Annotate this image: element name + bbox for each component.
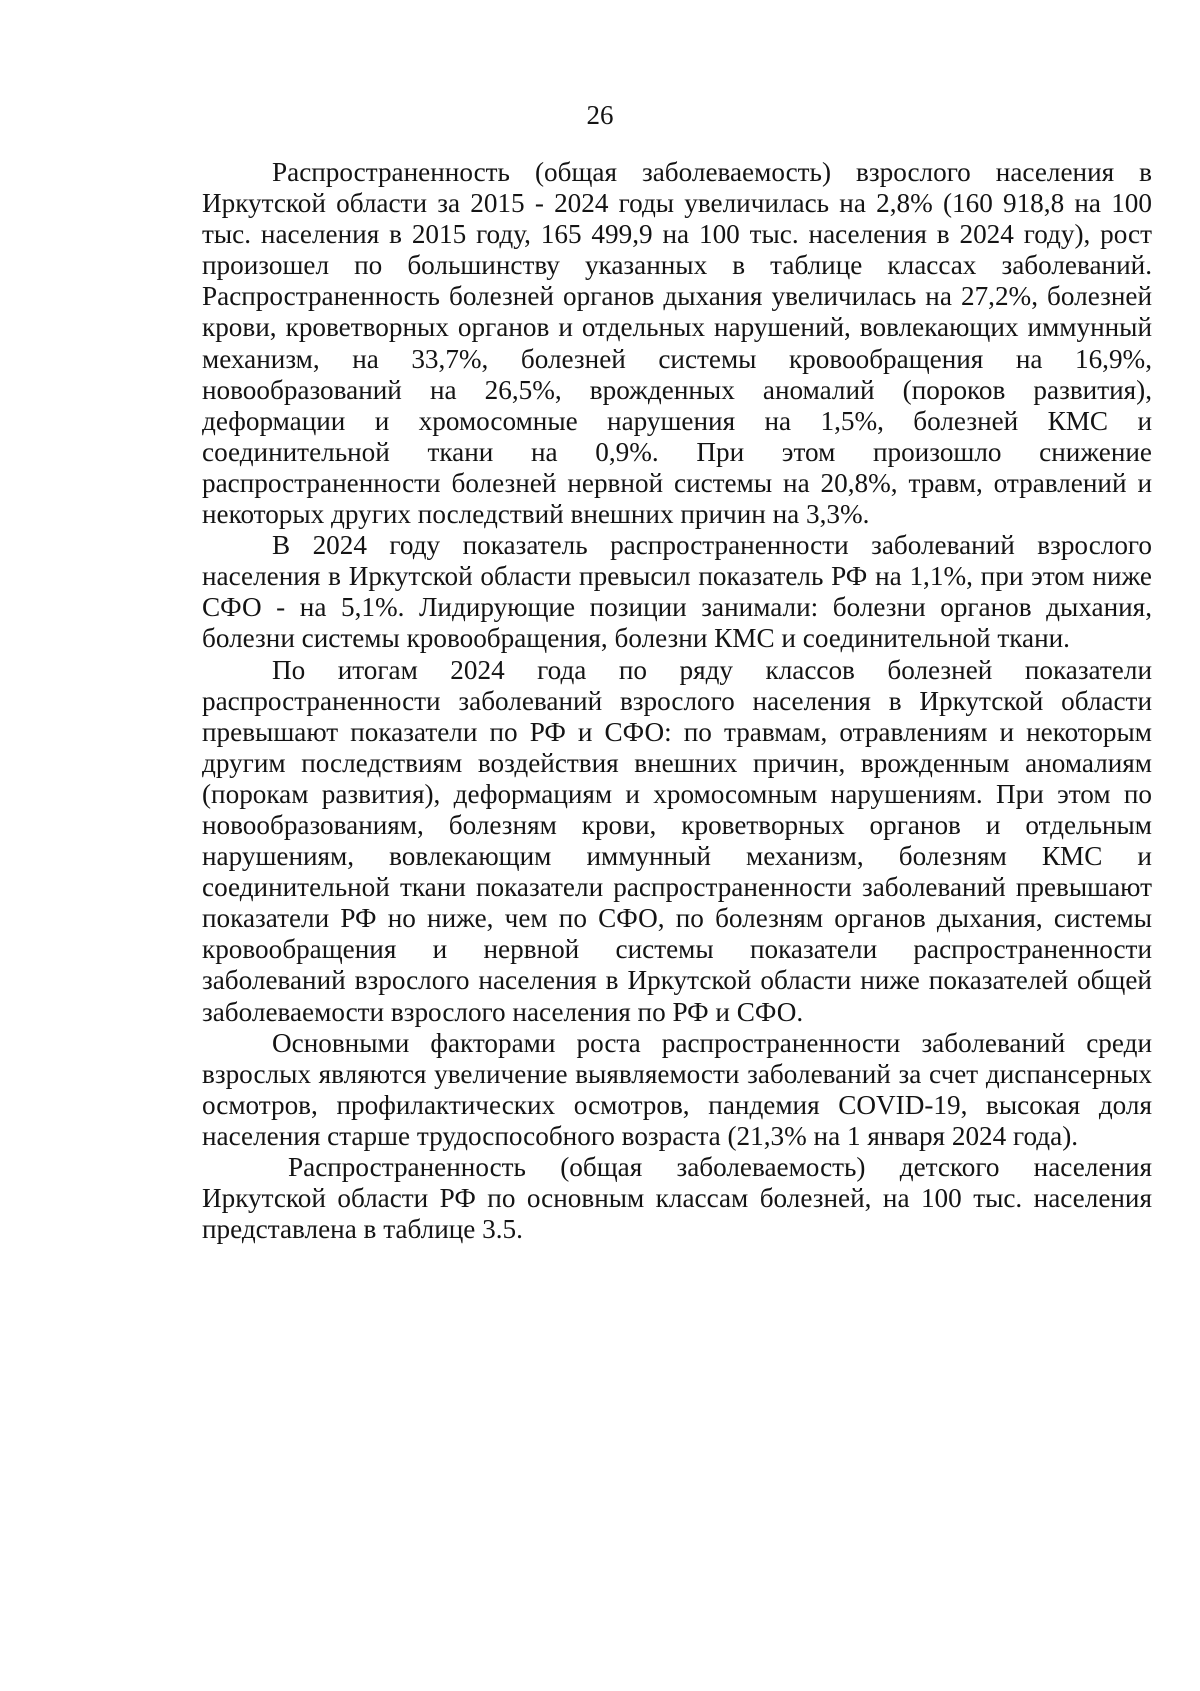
- paragraph-table-reference: Распространенность (общая заболеваемость) детского населения Иркутской области РФ по основным классам болезней, на 100 тыс. населения представлена в таблице 3.5.: [202, 1152, 1152, 1245]
- paragraph-2024-comparison: В 2024 году показатель распространенности заболеваний взрослого населения в Иркутской области превысил показатель РФ на 1,1%, при этом ниже СФО - на 5,1%. Лидирующие позиции занимали: болезни органов дыхания, болезни системы кровообращения, болезни КМС и соединительной ткани.: [202, 530, 1152, 654]
- paragraph-adult-prevalence-trend: Распространенность (общая заболеваемость) взрослого населения в Иркутской области за 2015 - 2024 годы увеличилась на 2,8% (160 918,8 на 100 тыс. населения в 2015 году, 165 499,9 на 100 тыс. населения в 2024 году), рост произошел по большинству указанных в таблице классах заболеваний. Распространенность болезней органов дыхания увеличилась на 27,2%, болезней крови, кроветворных органов и отдельных нарушений, вовлекающих иммунный механизм, на 33,7%, болезней системы кровообращения на 16,9%, новообразований на 26,5%, врожденных аномалий (пороков развития), деформации и хромосомные нарушения на 1,5%, болезней КМС и соединительной ткани на 0,9%. При этом произошло снижение распространенности болезней нервной системы на 20,8%, травм, отравлений и некоторых других последствий внешних причин на 3,3%.: [202, 157, 1152, 530]
- paragraph-growth-factors: Основными факторами роста распространенности заболеваний среди взрослых являются увеличение выявляемости заболеваний за счет диспансерных осмотров, профилактических осмотров, пандемия COVID-19, высокая доля населения старше трудоспособного возраста (21,3% на 1 января 2024 года).: [202, 1027, 1152, 1151]
- document-body: [202, 157, 1152, 1245]
- page-number: 26: [586, 100, 614, 130]
- paragraph-disease-classes-comparison: По итогам 2024 года по ряду классов болезней показатели распространенности заболеваний взрослого населения в Иркутской области превышают показатели по РФ и СФО: по травмам, отравлениям и некоторым другим последствиям воздействия внешних причин, врожденным аномалиям (порокам развития), деформациям и хромосомным нарушениям. При этом по новообразованиям, болезням крови, кроветворных органов и отдельным нарушениям, вовлекающим иммунный механизм, болезням КМС и соединительной ткани показатели распространенности заболеваний превышают показатели РФ но ниже, чем по СФО, по болезням органов дыхания, системы кровообращения и нервной системы показатели распространенности заболеваний взрослого населения в Иркутской области ниже показателей общей заболеваемости взрослого населения по РФ и СФО.: [202, 654, 1152, 1027]
